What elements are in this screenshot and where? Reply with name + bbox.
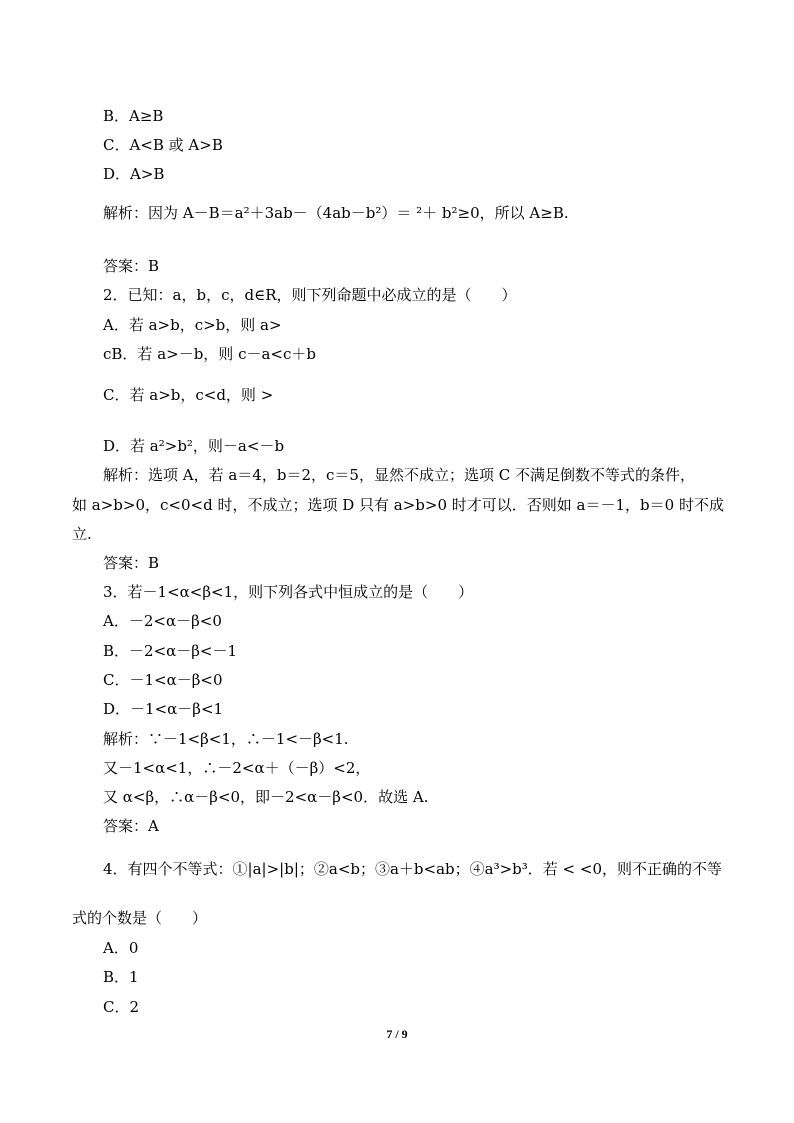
option-d: D．A>B — [103, 165, 165, 183]
answer-3: 答案：A — [103, 817, 159, 835]
q4-option-b: B．1 — [103, 968, 139, 986]
question-2: 2．已知：a，b，c，d∈R，则下列命题中必成立的是（ ） — [103, 286, 517, 304]
question-4-line-2: 式的个数是（ ） — [72, 909, 208, 927]
analysis-2-line-2: 如 a>b>0，c<0<d 时，不成立；选项 D 只有 a>b>0 时才可以．否则如 a＝－1，b＝0 时不成 — [72, 496, 724, 514]
q2-option-d: D．若 a²>b²，则－a<－b — [103, 437, 285, 455]
q4-option-c: C．2 — [103, 998, 140, 1016]
question-3: 3．若－1<α<β<1，则下列各式中恒成立的是（ ） — [103, 583, 474, 601]
q3-option-c: C．－1<α－β<0 — [103, 671, 223, 689]
q3-option-b: B．－2<α－β<－1 — [103, 642, 238, 660]
q2-option-b: cB．若 a>－b，则 c－a<c＋b — [103, 345, 316, 363]
analysis-1: 解析：因为 A－B＝a²＋3ab－（4ab－b²）＝ ²＋ b²≥0，所以 A≥B. — [103, 204, 569, 222]
q3-option-a: A．－2<α－β<0 — [103, 612, 222, 630]
analysis-3-line-3: 又 α<β，∴α－β<0，即－2<α－β<0．故选 A. — [103, 788, 429, 806]
analysis-2-line-3: 立. — [72, 525, 92, 543]
option-b: B．A≥B — [103, 107, 164, 125]
answer-2: 答案：B — [103, 554, 160, 572]
answer-1: 答案：B — [103, 257, 160, 275]
option-c: C．A<B 或 A>B — [103, 136, 223, 154]
analysis-3-line-1: 解析：∵－1<β<1，∴－1<－β<1. — [103, 730, 349, 748]
page-number: 7 / 9 — [386, 1027, 408, 1041]
question-4-line-1: 4．有四个不等式：①|a|>|b|；②a<b；③a＋b<ab；④a³>b³．若 < <0，则不正确的不等 — [103, 860, 723, 878]
q3-option-d: D．－1<α－β<1 — [103, 700, 224, 718]
q4-option-a: A．0 — [103, 939, 139, 957]
analysis-3-line-2: 又－1<α<1，∴－2<α＋（－β）<2， — [103, 759, 371, 777]
analysis-2-line-1: 解析：选项 A，若 a＝4，b＝2，c＝5，显然不成立；选项 C 不满足倒数不等式的条件， — [103, 466, 695, 484]
q2-option-c: C．若 a>b，c<d，则 > — [103, 386, 274, 404]
q2-option-a: A．若 a>b，c>b，则 a> — [103, 316, 282, 334]
